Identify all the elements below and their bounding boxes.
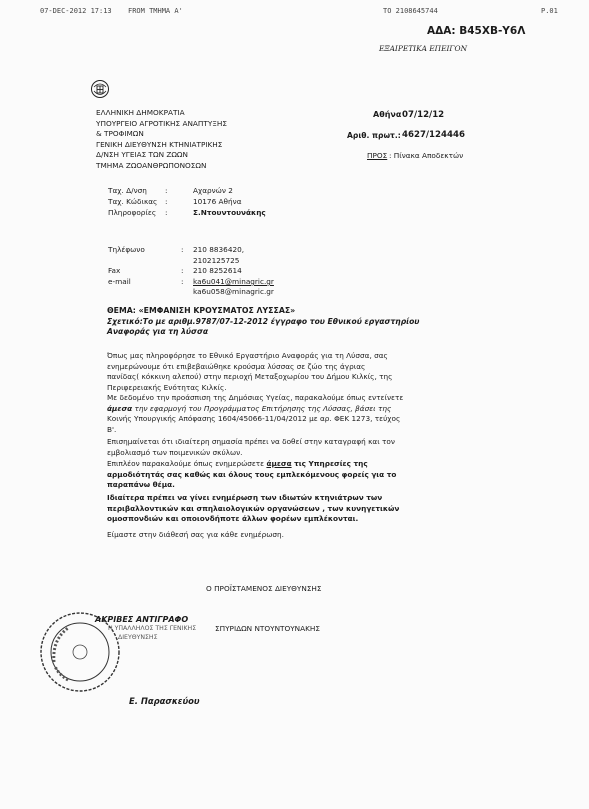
paragraph-line: πανίδας( κόκκινη αλεπού) στην περιοχή Μεταξοχωρίου του Δήμου Κιλκίς, της <box>107 372 393 382</box>
subject-related-1: Σχετικό:Το με αριθμ.9787/07-12-2012 έγγραφο του Εθνικού εργαστηρίου <box>107 317 420 326</box>
subject-related-2: Αναφοράς για τη λύσσα <box>107 327 209 336</box>
subject-title: ΘΕΜΑ: «ΕΜΦΑΝΙΣΗ ΚΡΟΥΣΜΑΤΟΣ ΛΥΣΣΑΣ» <box>107 306 296 315</box>
emphasis-text: άμεσα <box>266 459 292 468</box>
sender-block <box>96 108 227 172</box>
paragraph-line: ομοσπονδιών και οποιονδήποτε άλλων φορέων εμπλέκονται. <box>107 514 359 524</box>
paragraph-4 <box>107 459 483 491</box>
paragraph-6: Είμαστε στην διάθεσή σας για κάθε ενημέρωση. <box>107 530 284 539</box>
phone-1: 210 8836420, <box>193 245 245 254</box>
paragraph-line <box>107 404 483 415</box>
signature-title: Ο ΠΡΟΪΣΤΑΜΕΝΟΣ ΔΙΕΥΘΥΝΣΗΣ <box>206 584 322 593</box>
sender-line: ΓΕΝΙΚΗ ΔΙΕΥΘΥΝΣΗ ΚΤΗΝΙΑΤΡΙΚΗΣ <box>96 139 223 149</box>
greek-emblem-icon <box>90 79 110 99</box>
paragraph-2 <box>107 393 483 435</box>
phone-2: 2102125725 <box>193 256 240 265</box>
clerk-name: Ε. Παρασκεύου <box>129 696 200 706</box>
zip-value: 10176 Αθήνα <box>193 197 242 206</box>
paragraph-line: ενημερώνουμε ότι επιβεβαιώθηκε κρούσμα λύσσας σε ζώο της άγριας <box>107 361 366 371</box>
recipients-label: ΠΡΟΣ <box>367 151 388 160</box>
protocol-number: 4627/124446 <box>402 130 465 140</box>
sender-line: ΤΜΗΜΑ ΖΩΟΑΝΘΡΩΠΟΝΟΣΩΝ <box>96 160 207 170</box>
fax-label: Fax <box>108 266 121 275</box>
signer-name: ΣΠΥΡΙΔΩΝ ΝΤΟΥΝΤΟΥΝΑΚΗΣ <box>215 624 321 633</box>
stamp-line: Η ΥΠΑΛΛΗΛΟΣ ΤΗΣ ΓΕΝΙΚΗΣ <box>108 625 197 632</box>
fax-number: 210 8252614 <box>193 266 242 275</box>
phone-label: Τηλέφωνο <box>108 245 145 254</box>
paragraph-line: παραπάνω θέμα. <box>107 480 175 490</box>
paragraph-line: αρμοδιότητάς σας καθώς και όλους τους εμπλεκόμενους φορείς για το <box>107 469 397 479</box>
paragraph-text: την εφαρμογή του Προγράμματος Επιτήρησης της Λύσσας, βάσει της <box>132 403 392 413</box>
recipients-value: : Πίνακα Αποδεκτών <box>389 151 464 160</box>
paragraph-line: περιβαλλοντικών και σπηλαιολογικών οργανώσεων , των κυνηγετικών <box>107 503 400 513</box>
paragraph-1 <box>107 351 483 393</box>
paragraph-line: Όπως μας πληροφόρησε το Εθνικό Εργαστήριο Αναφοράς για τη Λύσσα, σας <box>107 351 388 360</box>
info-label: Πληροφορίες <box>108 208 157 217</box>
fax-date-time: 07-DEC-2012 17:13 <box>40 7 112 15</box>
paragraph-line: Με δεδομένο την προάσπιση της Δημόσιας Υγείας, παρακαλούμε όπως εντείνετε <box>107 393 404 402</box>
paragraph-line <box>107 459 483 470</box>
paragraph-line: Επισημαίνεται ότι ιδιαίτερη σημασία πρέπει να δοθεί στην καταγραφή και τον <box>107 437 395 446</box>
sender-line: ΕΛΛΗΝΙΚΗ ΔΗΜΟΚΡΑΤΙΑ <box>96 108 185 117</box>
zip-label: Ταχ. Κώδικας <box>108 197 158 206</box>
info-value: Σ.Ντουντουνάκης <box>193 208 266 217</box>
protocol-label: Αριθ. πρωτ.: <box>347 131 401 140</box>
paragraph-line: Β'. <box>107 424 117 434</box>
true-copy-stamp: ΑΚΡΙΒΕΣ ΑΝΤΙΓΡΑΦΟ <box>95 615 189 624</box>
paragraph-line: Περιφερειακής Ενότητας Κιλκίς. <box>107 382 227 392</box>
sender-line: ΥΠΟΥΡΓΕΙΟ ΑΓΡΟΤΙΚΗΣ ΑΝΑΠΤΥΞΗΣ <box>96 118 227 128</box>
paragraph-line: εμβολιασμό των ποιμενικών σκύλων. <box>107 447 243 457</box>
ada-number: ΑΔΑ: Β45ΧΒ-Υ6Λ <box>427 25 526 37</box>
stamp-line: ΔΙΕΥΘΥΝΣΗΣ <box>118 634 158 641</box>
place-label: Αθήνα <box>373 110 402 119</box>
paragraph-text: Επιπλέον παρακαλούμε όπως ενημερώσετε <box>107 459 267 468</box>
urgent-label: ΕΞΑΙΡΕΤΙΚΑ ΕΠΕΙΓΟΝ <box>379 44 468 53</box>
email-1[interactable]: ka6u041@minagric.gr <box>193 277 274 286</box>
paragraph-line: Ιδιαίτερα πρέπει να γίνει ενημέρωση των ιδιωτών κτηνιάτρων των <box>107 493 383 502</box>
paragraph-5 <box>107 493 483 525</box>
paragraph-line: Κοινής Υπουργικής Απόφασης 1604/45066-11/04/2012 με αρ. ΦΕΚ 1273, τεύχος <box>107 414 401 424</box>
fax-from: FROM ΤΜΗΜΑ Α' <box>128 7 183 15</box>
emphasis-text: τις Υπηρεσίες της <box>291 459 368 468</box>
email-label: e-mail <box>108 277 131 286</box>
email-2[interactable]: ka6u058@minagric.gr <box>193 287 274 296</box>
fax-page: P.01 <box>541 7 558 15</box>
street-label: Ταχ. Δ/νση <box>108 186 147 195</box>
paragraph-3 <box>107 437 483 458</box>
document-date: 07/12/12 <box>402 110 445 120</box>
fax-to: TO 2108645744 <box>383 7 438 15</box>
sender-line: & ΤΡΟΦΙΜΩΝ <box>96 129 144 139</box>
emphasis-text: άμεσα <box>107 403 133 413</box>
street-value: Αχαρνών 2 <box>193 186 233 195</box>
sender-line: Δ/ΝΣΗ ΥΓΕΙΑΣ ΤΩΝ ΖΩΩΝ <box>96 150 188 160</box>
